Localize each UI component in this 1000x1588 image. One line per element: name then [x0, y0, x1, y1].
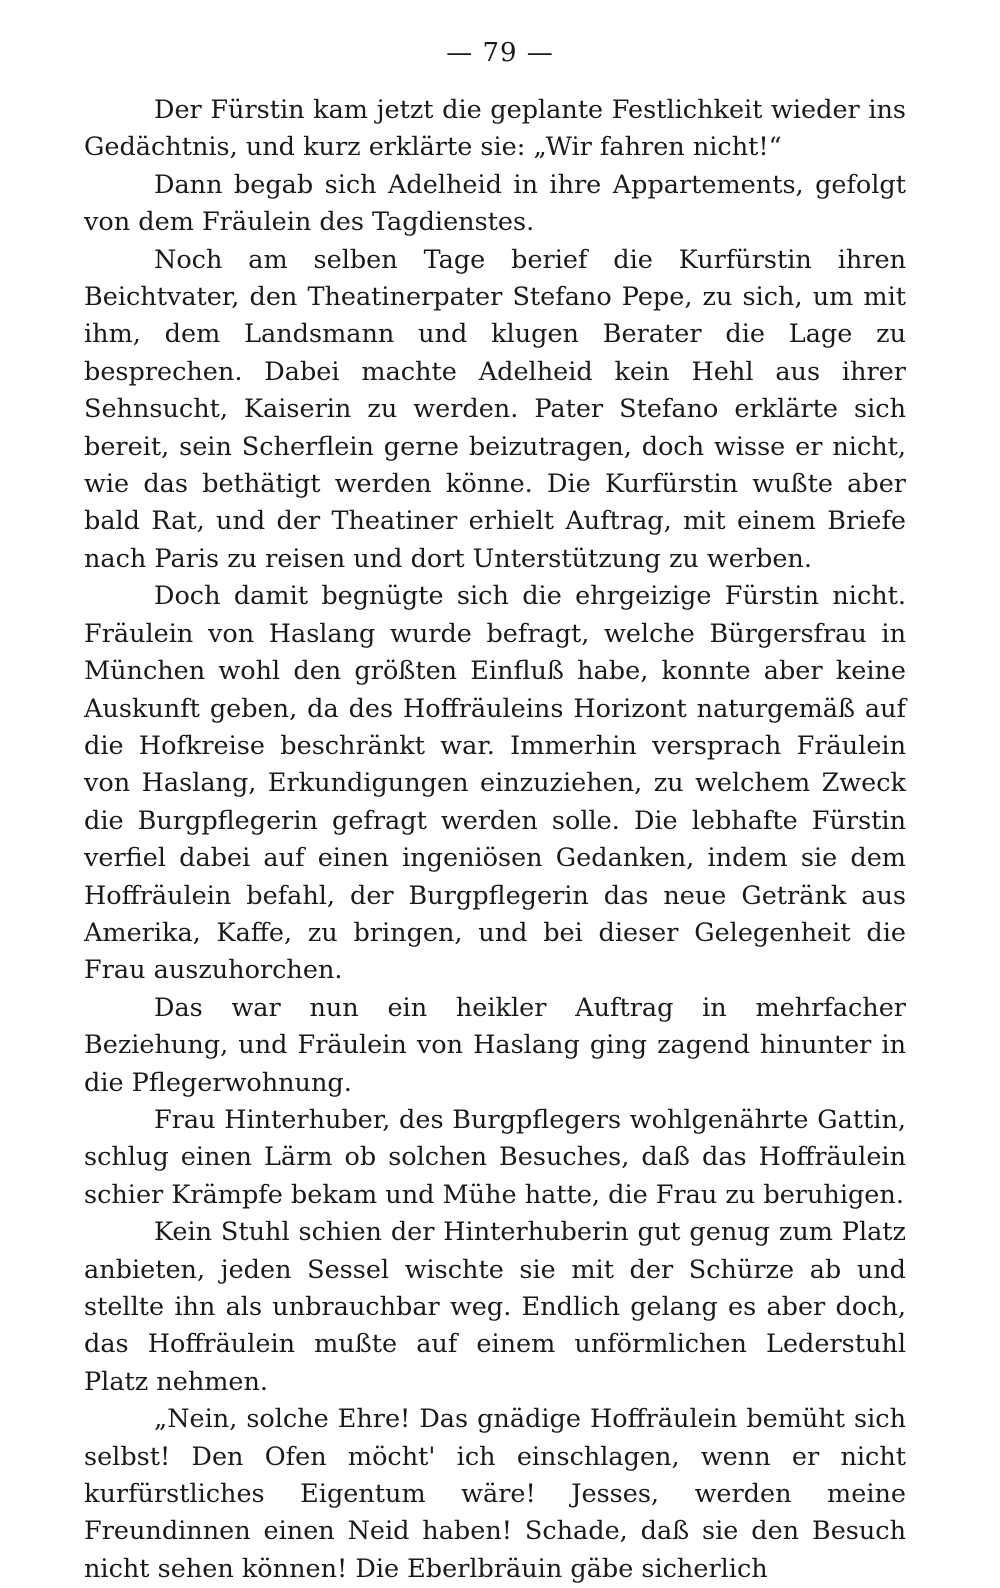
paragraph-8: „Nein, solche Ehre! Das gnädige Hoffräulein bemüht sich selbst! Den Ofen möcht' ich einschlagen, wenn er nicht kurfürstliches Eigentum wäre! Jesses, werden meine Freundinnen einen Neid haben! Schade, daß sie den Besuch nicht sehen können! Die Eberlbräuin gäbe sicherlich — [84, 1404, 906, 1584]
paragraph-7: Kein Stuhl schien der Hinterhuberin gut genug zum Platz anbieten, jeden Sessel wischte sie mit der Schürze ab und stellte ihn als unbrauchbar weg. Endlich gelang es aber doch, das Hoffräulein mußte auf einem unförmlichen Lederstuhl Platz nehmen. — [84, 1217, 906, 1397]
paragraph-5: Das war nun ein heikler Auftrag in mehrfacher Beziehung, und Fräulein von Haslang ging zagend hinunter in die Pflegerwohnung. — [84, 992, 906, 1098]
paragraph-6: Frau Hinterhuber, des Burgpflegers wohlgenährte Gattin, schlug einen Lärm ob solchen Besuches, daß das Hoffräulein schier Krämpfe bekam und Mühe hatte, die Frau zu beruhigen. — [84, 1104, 906, 1210]
paragraph-3: Noch am selben Tage berief die Kurfürstin ihren Beichtvater, den Theatinerpater Stefano Pepe, zu sich, um mit ihm, dem Landsmann und klugen Berater die Lage zu besprechen. Dabei machte Adelheid kein Hehl aus ihrer Sehnsucht, Kaiserin zu werden. Pater Stefano erklärte sich bereit, sein Scherflein gerne beizutragen, doch wisse er nicht, wie das bethätigt werden könne. Die Kurfürstin wußte aber bald Rat, und der Theatiner erhielt Auftrag, mit einem Briefe nach Paris zu reisen und dort Unterstützung zu werben. — [84, 244, 906, 574]
paragraph-2: Dann begab sich Adelheid in ihre Appartements, gefolgt von dem Fräulein des Tagdienstes. — [84, 169, 906, 238]
paragraph-4: Doch damit begnügte sich die ehrgeizige Fürstin nicht. Fräulein von Haslang wurde befragt, welche Bürgersfrau in München wohl den größten Einfluß habe, konnte aber keine Auskunft geben, da des Hoffräuleins Horizont naturgemäß auf die Hofkreise beschränkt war. Immerhin versprach Fräulein von Haslang, Erkundigungen einzuziehen, zu welchem Zweck die Burgpflegerin gefragt werden solle. Die lebhafte Fürstin verfiel dabei auf einen ingeniösen Gedanken, indem sie dem Hoffräulein befahl, der Burgpflegerin das neue Getränk aus Amerika, Kaffe, zu bringen, und bei dieser Gelegenheit die Frau auszuhorchen. — [84, 581, 906, 986]
page-number: — 79 — — [446, 38, 554, 68]
body-text — [84, 92, 906, 1588]
paragraph-1: Der Fürstin kam jetzt die geplante Festlichkeit wieder ins Gedächtnis, und kurz erklärte sie: „Wir fahren nicht!“ — [84, 95, 906, 163]
